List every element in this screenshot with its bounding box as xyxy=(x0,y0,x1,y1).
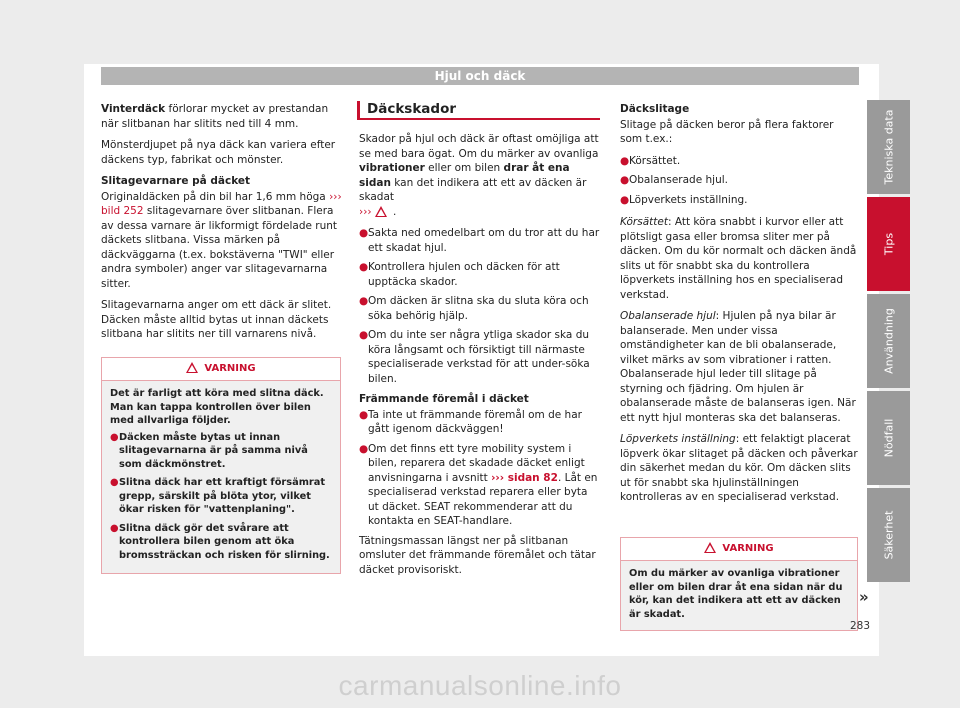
figure-link[interactable]: ››› bild 252 xyxy=(101,190,342,217)
bullet-icon: ● xyxy=(359,261,369,273)
warning-header xyxy=(102,358,340,381)
list-item xyxy=(620,193,858,208)
list-item xyxy=(359,260,601,289)
warning-item xyxy=(110,431,332,472)
watermark: carmanualsonline.info xyxy=(338,670,622,701)
tab-anvandning[interactable] xyxy=(867,294,910,388)
wear-text-pre: Originaldäcken på din bil har 1,6 mm höga xyxy=(101,190,330,203)
bullet-icon: ● xyxy=(359,227,369,239)
tab-nodfall[interactable] xyxy=(867,391,910,485)
unbalanced-label: Obalanserade hjul xyxy=(620,310,716,322)
warning-title: VARNING xyxy=(722,543,774,554)
tab-label: Tekniska data xyxy=(882,109,895,185)
warning-link[interactable]: ››› xyxy=(359,205,372,218)
page-header: Hjul och däck xyxy=(101,67,859,85)
list-item xyxy=(359,226,601,255)
warning-box-2 xyxy=(620,537,858,631)
tab-label: Säkerhet xyxy=(882,510,895,560)
damage-intro-c: eller om bilen xyxy=(424,162,504,174)
wear-text-post: slitagevarnare över slitbanan. Flera av dessa varnare är likformigt fördelade runt däckets slitbana. Vissa märken på däckväggarna (t.ex. bokstäverna "TWI" eller andra symboler) anger var slitagevarnarna sitter. xyxy=(101,205,338,290)
wear-indicator-text: Slitagevarnarna anger om ett däck är slitet. Däcken måste alltid bytas ut innan däckets slitbana har slitits ner till varnarens nivå. xyxy=(101,299,332,340)
tread-depth-text: Mönsterdjupet på nya däck kan variera efter däckens typ, fabrikat och mönster. xyxy=(101,139,336,166)
list-item-text: Obalanserade hjul. xyxy=(629,174,728,186)
list-item-text: Ta inte ut främmande föremål om de har gått igenom däckväggen! xyxy=(368,408,582,435)
bullet-icon: ● xyxy=(110,522,119,534)
warning-title: VARNING xyxy=(204,363,256,374)
tab-label: Användning xyxy=(882,308,895,374)
bullet-icon: ● xyxy=(359,295,369,307)
tab-tips[interactable] xyxy=(867,197,910,291)
tyre-wear-heading: Däckslitage xyxy=(620,103,690,115)
driving-style-label: Körsättet xyxy=(620,216,668,228)
warning-box-1 xyxy=(101,357,341,574)
list-item xyxy=(620,154,858,169)
bullet-icon: ● xyxy=(110,431,119,443)
driving-style-text: : Att köra snabbt i kurvor eller att plötsligt gasa eller bromsa sliter mer på däcken. Om du kör normalt och däcken ändå slits ut för snabbt ska du kontrollera löpverkets inställning hos en specialiserad verkstad. xyxy=(620,216,857,301)
pulls-bold: drar åt ena sidan xyxy=(359,162,570,189)
continue-icon: » xyxy=(859,588,869,606)
bullet-icon: ● xyxy=(359,329,369,341)
repair-text-pre: Om det finns ett tyre mobility system i bilen, reparera det skadade däcket enligt anvisningarna i avsnitt xyxy=(368,442,585,484)
vibrations-bold: vibrationer xyxy=(359,162,425,174)
tab-label: Tips xyxy=(882,232,895,256)
alignment-label: Löpverkets inställning xyxy=(620,433,736,445)
list-item xyxy=(359,442,601,529)
section-title: Däckskador xyxy=(357,100,600,120)
warning-icon xyxy=(375,206,387,217)
warning-header xyxy=(621,538,857,561)
foreign-object-heading: Främmande föremål i däcket xyxy=(359,393,529,405)
list-item-text: Körsättet. xyxy=(629,154,681,167)
alignment-text: : ett felaktigt placerat löpverk ökar slitaget på däcken och påverkar din säkerhet medan du kör. Om däcken slits ut för snabbt ska hjulinställningen kontrolleras av en specialiserad verkstad. xyxy=(620,433,858,503)
tab-label: Nödfall xyxy=(882,418,895,458)
warning-intro: Det är farligt att köra med slitna däck. Man kan tappa kontrollen över bilen med allvarliga följder. xyxy=(110,388,324,426)
page-number: 283 xyxy=(850,620,871,632)
bullet-icon: ● xyxy=(620,193,630,206)
warning-body xyxy=(621,561,857,630)
sealant-text: Tätningsmassan längst ner på slitbanan omsluter det främmande föremålet och tätar däcket provisoriskt. xyxy=(359,534,596,576)
list-item-text: Kontrollera hjulen och däcken för att upptäcka skador. xyxy=(368,261,560,288)
list-item-text: Om du inte ser några ytliga skador ska du köra långsamt och försiktigt till närmaste specialiserade verkstad för att under-söka bilen. xyxy=(368,329,590,385)
bullet-icon: ● xyxy=(620,174,630,186)
damage-intro-d: kan det indikera att ett av däcken är skadat xyxy=(359,176,587,203)
page-link[interactable]: ››› sidan 82 xyxy=(491,471,558,484)
column-3 xyxy=(620,102,858,512)
warning-body xyxy=(102,381,340,573)
list-item xyxy=(359,328,601,386)
warning-icon xyxy=(704,542,716,553)
bullet-icon: ● xyxy=(359,408,369,421)
bullet-icon: ● xyxy=(620,154,630,167)
bullet-icon: ● xyxy=(359,442,369,455)
bullet-icon: ● xyxy=(110,477,119,488)
unbalanced-text: : Hjulen på nya bilar är balanserade. Men under vissa omständigheter kan de bli obalanserade, vilket märks av som vibrationer i ratten. Obalanserade hjul leder till slitage på styrning och fjädring. Om hjulen är obalanserade måste de balanseras igen. När ett nytt hjul monteras ska det balanseras. xyxy=(620,310,856,424)
warning-item-text: Slitna däck har ett kraftigt försämrat grepp, särskilt på blöta ytor, vilket ökar risken för "vattenplaning". xyxy=(119,477,326,515)
repair-text-post: . Låt en specialiserad verkstad reparera eller byta ut däcket. SEAT rekommenderar att du kontakta en SEAT-handlare. xyxy=(368,471,598,527)
warning-item-text: Däcken måste bytas ut innan slitagevarnarna är på samma nivå som däckmönstret. xyxy=(119,431,308,470)
list-item xyxy=(359,408,601,437)
list-item xyxy=(620,173,858,188)
list-item-text: Om däcken är slitna ska du sluta köra och söka behörig hjälp. xyxy=(368,295,589,322)
list-item xyxy=(359,294,601,323)
damage-intro-a: Skador på hjul och däck är oftast omöjliga att se med bara ögat. Om du märker av ovanliga xyxy=(359,133,599,160)
warning-item-text: Slitna däck gör det svårare att kontrollera bilen genom att öka bromssträckan och risken för slirning. xyxy=(119,522,330,561)
winter-tyre-label: Vinterdäck xyxy=(101,103,166,115)
wear-indicator-heading: Slitagevarnare på däcket xyxy=(101,175,251,187)
warning-icon xyxy=(186,362,198,373)
tab-tekniska-data[interactable] xyxy=(867,100,910,194)
column-1 xyxy=(101,102,342,349)
warning-item xyxy=(110,522,332,563)
warning-text: Om du märker av ovanliga vibrationer eller om bilen drar åt ena sidan när du kör, kan det indikera att ett av däcken är skadat. xyxy=(629,568,843,620)
warning-item xyxy=(110,476,332,517)
list-item-text: Löpverkets inställning. xyxy=(629,193,748,206)
list-item-text: Sakta ned omedelbart om du tror att du har ett skadat hjul. xyxy=(368,227,600,254)
column-2: Skador på hjul och däck är oftast omöjliga att se med bara ögat. Om du märker av ovanliga vibrationer eller om bilen drar åt ena sidan kan det indikera att ett av däcken är skadat ››› . ● Sakta ned omedelbart om du tror att du har ett skadat hjul. ● Kontrollera hjulen och däcken för att upptäcka skador. ● Om däcken är slitna ska du sluta köra och söka behörig hjälp. ● Om du inte ser några ytliga skador ska du köra långsamt och försiktigt till närmaste specialiserade verkstad för att under-söka bilen. Främmande föremål i däcket ● Ta inte ut främmande föremål om de har gått igenom däckväggen! ● Om det finns ett tyre mobility system i bilen, reparera det skadade däcket enligt anvisningarna i avsnitt ››› sidan 82. Låt en specialiserad verkstad reparera eller byta ut däcket. SEAT rekommenderar att du kontakta en SEAT-handlare. Tätningsmassan längst ner på slitbanan omsluter det främmande föremålet och tätar däcket provisoriskt. xyxy=(359,133,600,576)
winter-tyre-text: förlorar mycket av prestandan när slitbanan har slitits ned till 4 mm. xyxy=(101,103,329,130)
tyre-wear-intro: Slitage på däcken beror på flera faktorer som t.ex.: xyxy=(620,118,834,145)
tab-sakerhet[interactable] xyxy=(867,488,910,582)
